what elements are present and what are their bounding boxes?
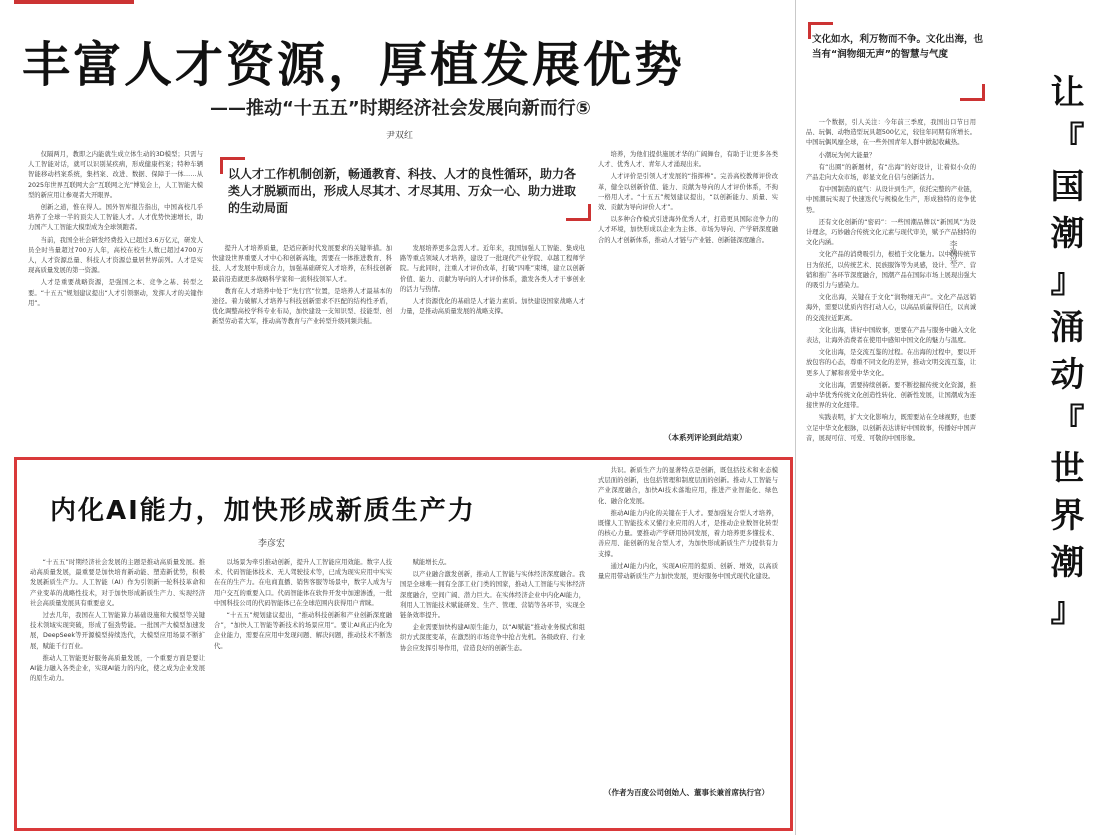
article1-column-2: 提升人才培养质量，是适应新时代发展要求的关键举措。加快建设世界重要人才中心和创新高地，需要在一体推进教育、科技、人才发展中形成合力，加强基础研究人才培养，在科技创新最前沿造就更多战略科学家和一流科技领军人才。 教育在人才培养中处于“先行官”位置，是培养人才最基本的途径。着力破解人才培养与科技创新需求不匹配的结构性矛盾，优化调整高校学科专业布局，加快建设一支知识型、技能型、创新型劳动者大军，推动高等教育与产业转型升级同频共振。 [212,245,392,326]
article2-column-2: 以场景为牵引推动创新，提升人工智能应用效能。数字人技术、代码智能体技术、无人驾驶技术等，已成为现实应用中实实在在的生产力。在电商直播、销售客服等场景中，数字人成为与用户交互的重要入口。代码智能体在软件开发中加速渗透，一批中国科技公司的代码智能体已在全球范围内获得用户青睐。 “十五五”规划建议提出，“推动科技创新和产业创新深度融合”，“加快人工智能等新技术的场景应用”。要让AI真正内化为企业能力，需要在应用中发现问题、解决问题，推动技术不断迭代。 [214,559,392,650]
article1-column-1: 仅隔两月，教即之内能就生成立体生动的3D模型；只需与人工智能对话，就可以识别某疾病，形成健康档案；特种车辆智能移动档案系统，集档案、改进、数据、保障于一体……从2025年世界互联网大会“互联网之光”博览会上，人工智能大模型的新应用让参观者大开眼界。 创新之道，惟在得人。国外智库报告指出，中国高校几乎培养了全球一半的顶尖人工智能人才。人才优势快速增长，助力国产人工智能大模型成为全球领跑者。 当前，我国全社会研发经费投入已超过3.6万亿元，研发人员全时当量超过700万人年，高校在校生人数已超过4700万人，人才资源总量、科技人才资源总量居世界前列。人才是实现高质量发展的第一资源。 人才是重要战略资源，是强国之本、竞争之基、转型之要。“十五五”规划建议提出“人才引领驱动，发挥人才的关键作用”。 [28,151,203,307]
headline-article2[interactable]: 内化AI能力，加快形成新质生产力 [50,496,476,526]
byline-article1: 尹双红 [386,131,414,141]
article2-column-1: “十五五”时期经济社会发展的主题是推动高质量发展。推动高质量发展，最重要是加快培育新动能、塑造新优势，积极发展新质生产力。人工智能（AI）作为引领新一轮科技革命和产业变革的战略性技术，对于加快形成新质生产力、实现经济社会高质量发展具有重要意义。 过去几年，我国在人工智能算力基础设施和大模型等关键技术领域实现突破，形成了强劲势能。一批国产大模型加速发展，DeepSeek等开源模型持续迭代，大模型应用场景不断扩展，赋能千行百业。 推动人工智能更好服务高质量发展，一个重要方面是要让AI能力融入各类企业，实现AI能力的内化，使之成为企业发展的原生动力。 [30,559,205,683]
headline-article3-vertical[interactable]: 让 『 国 潮 』 涌 动 『 世 界 潮 』 [1050,73,1085,630]
series-note: （本系列评论到此结束） [664,433,747,442]
pull-quote-article3: 文化如水，利万物而不争。文化出海，也当有“润物细无声”的智慧与气度 [812,34,984,60]
article2-column-4: 共识。新质生产力的显著特点是创新，既包括技术和业态模式层面的创新，也包括管理和制度层面的创新。推动人工智能与产业深度融合，加快AI技术落地应用，推进产业智能化、绿色化、融合化发展。 推动AI能力内化的关键在于人才。要加强复合型人才培养，既懂人工智能技术又懂行业应用的人才，是推动企业数智化转型的核心力量。要推动产学研用协同发展，着力培养更多懂技术、善应用、能创新的复合型人才，为加快形成新质生产力提供有力支撑。 通过AI能力内化，实现AI应用的提质、创新、增效，以高质量应用带动新质生产力加快发展，更好服务中国式现代化建设。 [598,467,778,581]
quote-bracket-bottom-right-right [960,84,985,101]
subtitle-article1: ——推动“十五五”时期经济社会发展向新而行⑤ [210,98,591,119]
article3-column-1: 一个数据，引人关注：今年前三季度，我国出口节日用品、玩偶、动物造型玩具超500亿元，较往年同期有所增长。中国玩偶风靡全球，在一些外国青年人群中掀起收藏热。 小潮玩为何大能量？ 有“出圈”的新题材，有“出海”的好设计，让着似小众的产品走向大众市场，彰显文化自信与创新活力。 有中国制造的底气：从设计到生产，依托完整的产业链，中国潮玩实现了快速迭代与规模化生产，形成独特的竞争优势。 还有文化创新的“密码”：一些国潮品牌以“新国风”为设计理念，巧妙融合传统文化元素与现代审美，赋予产品独特的文化内涵。 文化产品的消费吸引力，根植于文化魅力。以中国传统节日为依托，以传统艺术、民族服饰等为灵感，设计、生产、营销和推广各环节深度融合，国潮产品在国际市场上展现出强大的吸引力与感染力。 文化出海，关键在于文化“润物细无声”。文化产品远销海外，需要以优质内容打动人心，以高品质赢得信任，以真诚的交流拉近距离。 文化出海，讲好中国故事，更要在产品与服务中融入文化表达，让海外消费者在使用中感知中国文化的魅力与温度。 文化出海，是交流互鉴的过程。在出海的过程中，要以开放包容的心态，尊重不同文化的差异，推动文明交流互鉴，让更多人了解和喜爱中华文化。 文化出海，需要持续创新。要不断挖掘传统文化资源，推动中华优秀传统文化创造性转化、创新性发展，让国潮成为连接世界的文化纽带。 实践表明，扩大文化影响力，既需要站在全球视野，也要立足中华文化根脉，以创新表达讲好中国故事，传播好中国声音，展现可信、可爱、可敬的中国形象。 [806,119,976,442]
quote-bracket-bottom-right [566,204,591,221]
article2-column-3: 赋能增长点。 以产业融合激发创新，推动人工智能与实体经济深度融合。我国是全球唯一拥有全部工业门类的国家，推动人工智能与实体经济深度融合，空间广阔、潜力巨大。在实体经济企业中内化AI能力，利用人工智能技术赋能研发、生产、管理、营销等各环节，实现全链条效率提升。 企业需要加快构建AI原生能力，以“AI赋能”推动业务模式和组织方式深度变革，在激烈的市场竞争中抢占先机。各级政府、行业协会应发挥引导作用，营造良好的创新生态。 [400,559,585,652]
author-note-article2: （作者为百度公司创始人、董事长兼首席执行官） [604,788,769,797]
headline-article1[interactable]: 丰富人才资源，厚植发展优势 [22,37,686,93]
byline-article3: 李涣兴 [949,240,958,264]
article1-column-4: 培养，为他们提供施展才华的广阔舞台，有助于让更多各类人才、优秀人才、青年人才涌现出来。 人才评价是引领人才发展的“指挥棒”。完善高校教师评价改革，健全以创新价值、能力、贡献为导向的人才评价体系，不拘一格用人才。“十五五”规划建议提出，“以创新能力、质量、实效、贡献为导向评价人才”。 以多种合作模式引进海外优秀人才，打造更具国际竞争力的人才环境，加快形成以企业为主体、市场为导向、产学研深度融合的人才创新体系，推动人才链与产业链、创新链深度融合。 [598,151,778,244]
pull-quote-article1: 以人才工作机制创新，畅通教育、科技、人才的良性循环，助力各类人才脱颖而出，形成人尽其才、才尽其用、万众一心、助力进取的生动局面 [228,167,577,215]
byline-article2: 李彦宏 [258,539,286,549]
top-accent-bar [14,0,134,4]
article1-column-3: 发展培养更多急需人才。近年来，我国加强人工智能、集成电路等重点领域人才培养，建设了一批现代产业学院、卓越工程师学院。与此同时，注重人才评价改革，打破“四唯”束缚，建立以创新价值、能力、贡献为导向的人才评价体系，激发各类人才干事创业的活力与热情。 人才资源优化的基础是人才能力素质。加快建设国家战略人才力量，是推动高质量发展的战略支撑。 [400,245,585,316]
column-divider [795,0,796,835]
